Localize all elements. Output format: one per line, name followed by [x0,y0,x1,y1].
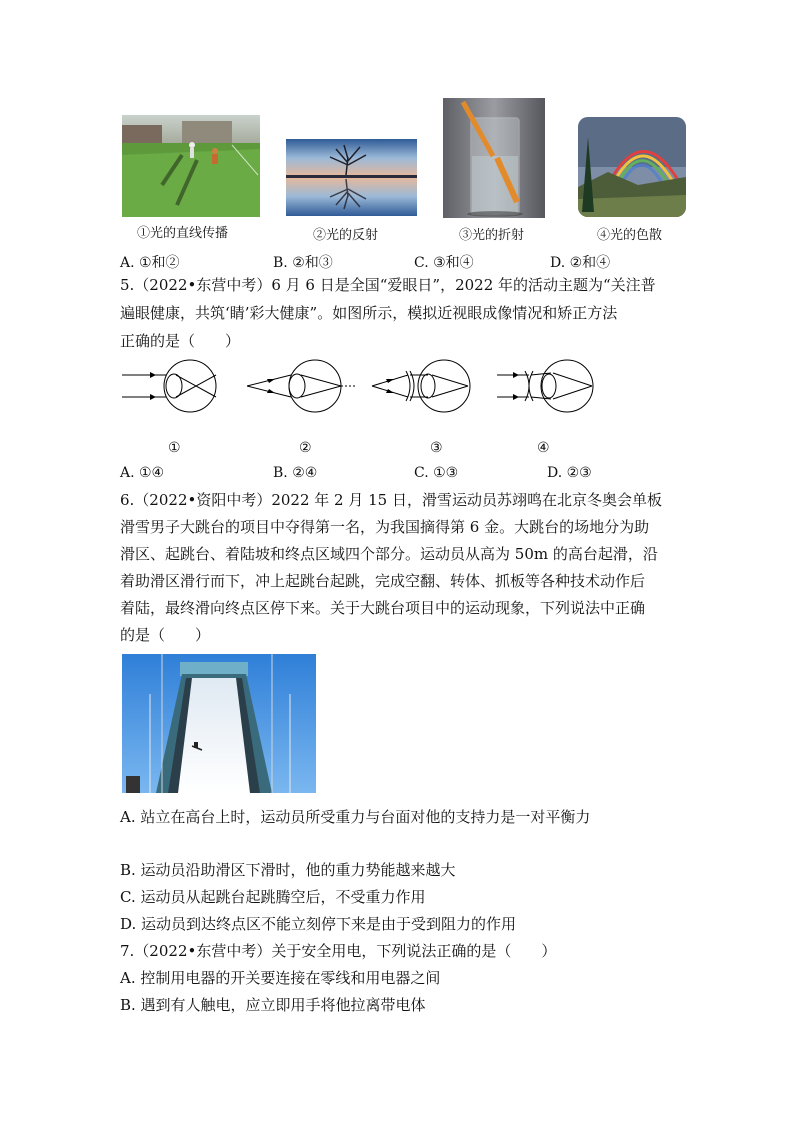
q4-option-c[interactable]: C. ③和④ [414,255,474,271]
q6-stem-line-4: 着助滑区滑行而下，冲上起跳台起跳，完成空翻、转体、抓板等各种技术动作后 [120,572,646,590]
q5-stem-line-2: 遍眼健康，共筑‘睛’彩大健康”。如图所示，模拟近视眼成像情况和矫正方法 [120,304,618,322]
q4-option-d[interactable]: D. ②和④ [550,255,611,271]
q6-stem-line-2: 滑雪男子大跳台的项目中夺得第一名，为我国摘得第 6 金。大跳台的场地分为助 [120,518,650,536]
eye-label-1: ① [168,440,181,456]
q5-option-a[interactable]: A. ①④ [120,465,165,481]
q5-stem-line-1: 5.（2022•东营中考）6 月 6 日是全国“爱眼日”，2022 年的活动主题为“关注普 [120,276,656,294]
q7-option-a[interactable]: A. 控制用电器的开关要连接在零线和用电器之间 [120,969,441,987]
caption-rectilinear-propagation: ①光的直线传播 [137,226,229,241]
q6-option-d[interactable]: D. 运动员到达终点区不能立刻停下来是由于受到阻力的作用 [120,915,517,933]
photo-shadow-playground [122,115,260,217]
q6-stem-line-1: 6.（2022•资阳中考）2022 年 2 月 15 日，滑雪运动员苏翊鸣在北京冬奥会单板 [120,491,662,509]
q5-option-c[interactable]: C. ①③ [414,465,459,481]
eye-diagram-2 [245,355,357,417]
eye-label-2: ② [299,440,312,456]
q6-option-c[interactable]: C. 运动员从起跳台起跳腾空后，不受重力作用 [120,888,426,906]
caption-reflection: ②光的反射 [313,228,379,243]
caption-dispersion: ④光的色散 [597,228,663,243]
q7-stem-line-1: 7.（2022•东营中考）关于安全用电，下列说法正确的是（ ） [120,942,557,960]
eye-diagram-4 [495,355,595,417]
photo-pencil-in-glass [443,98,545,218]
eye-diagram-3 [370,355,474,417]
caption-refraction: ③光的折射 [459,228,525,243]
eye-diagram-1 [120,355,220,417]
photo-big-air-ski-jump [122,654,316,793]
q5-option-d[interactable]: D. ②③ [547,465,592,481]
q6-option-a[interactable]: A. 站立在高台上时，运动员所受重力与台面对他的支持力是一对平衡力 [120,808,591,826]
eye-label-3: ③ [430,440,443,456]
q7-option-b[interactable]: B. 遇到有人触电，应立即用手将他拉离带电体 [120,996,426,1014]
photo-rainbow [578,117,686,217]
q6-option-b[interactable]: B. 运动员沿助滑区下滑时，他的重力势能越来越大 [120,861,456,879]
q6-stem-line-3: 滑区、起跳台、着陆坡和终点区域四个部分。运动员从高为 50m 的高台起滑，沿 [120,545,658,563]
q5-stem-line-3: 正确的是（ ） [120,332,241,350]
photo-tree-reflection [286,139,417,216]
eye-label-4: ④ [537,440,550,456]
q4-option-a[interactable]: A. ①和② [120,255,180,271]
q5-option-b[interactable]: B. ②④ [273,465,318,481]
q6-stem-line-6: 的是（ ） [120,626,211,644]
q6-stem-line-5: 着陆，最终滑向终点区停下来。关于大跳台项目中的运动现象，下列说法中正确 [120,599,646,617]
q4-option-b[interactable]: B. ②和③ [273,255,333,271]
